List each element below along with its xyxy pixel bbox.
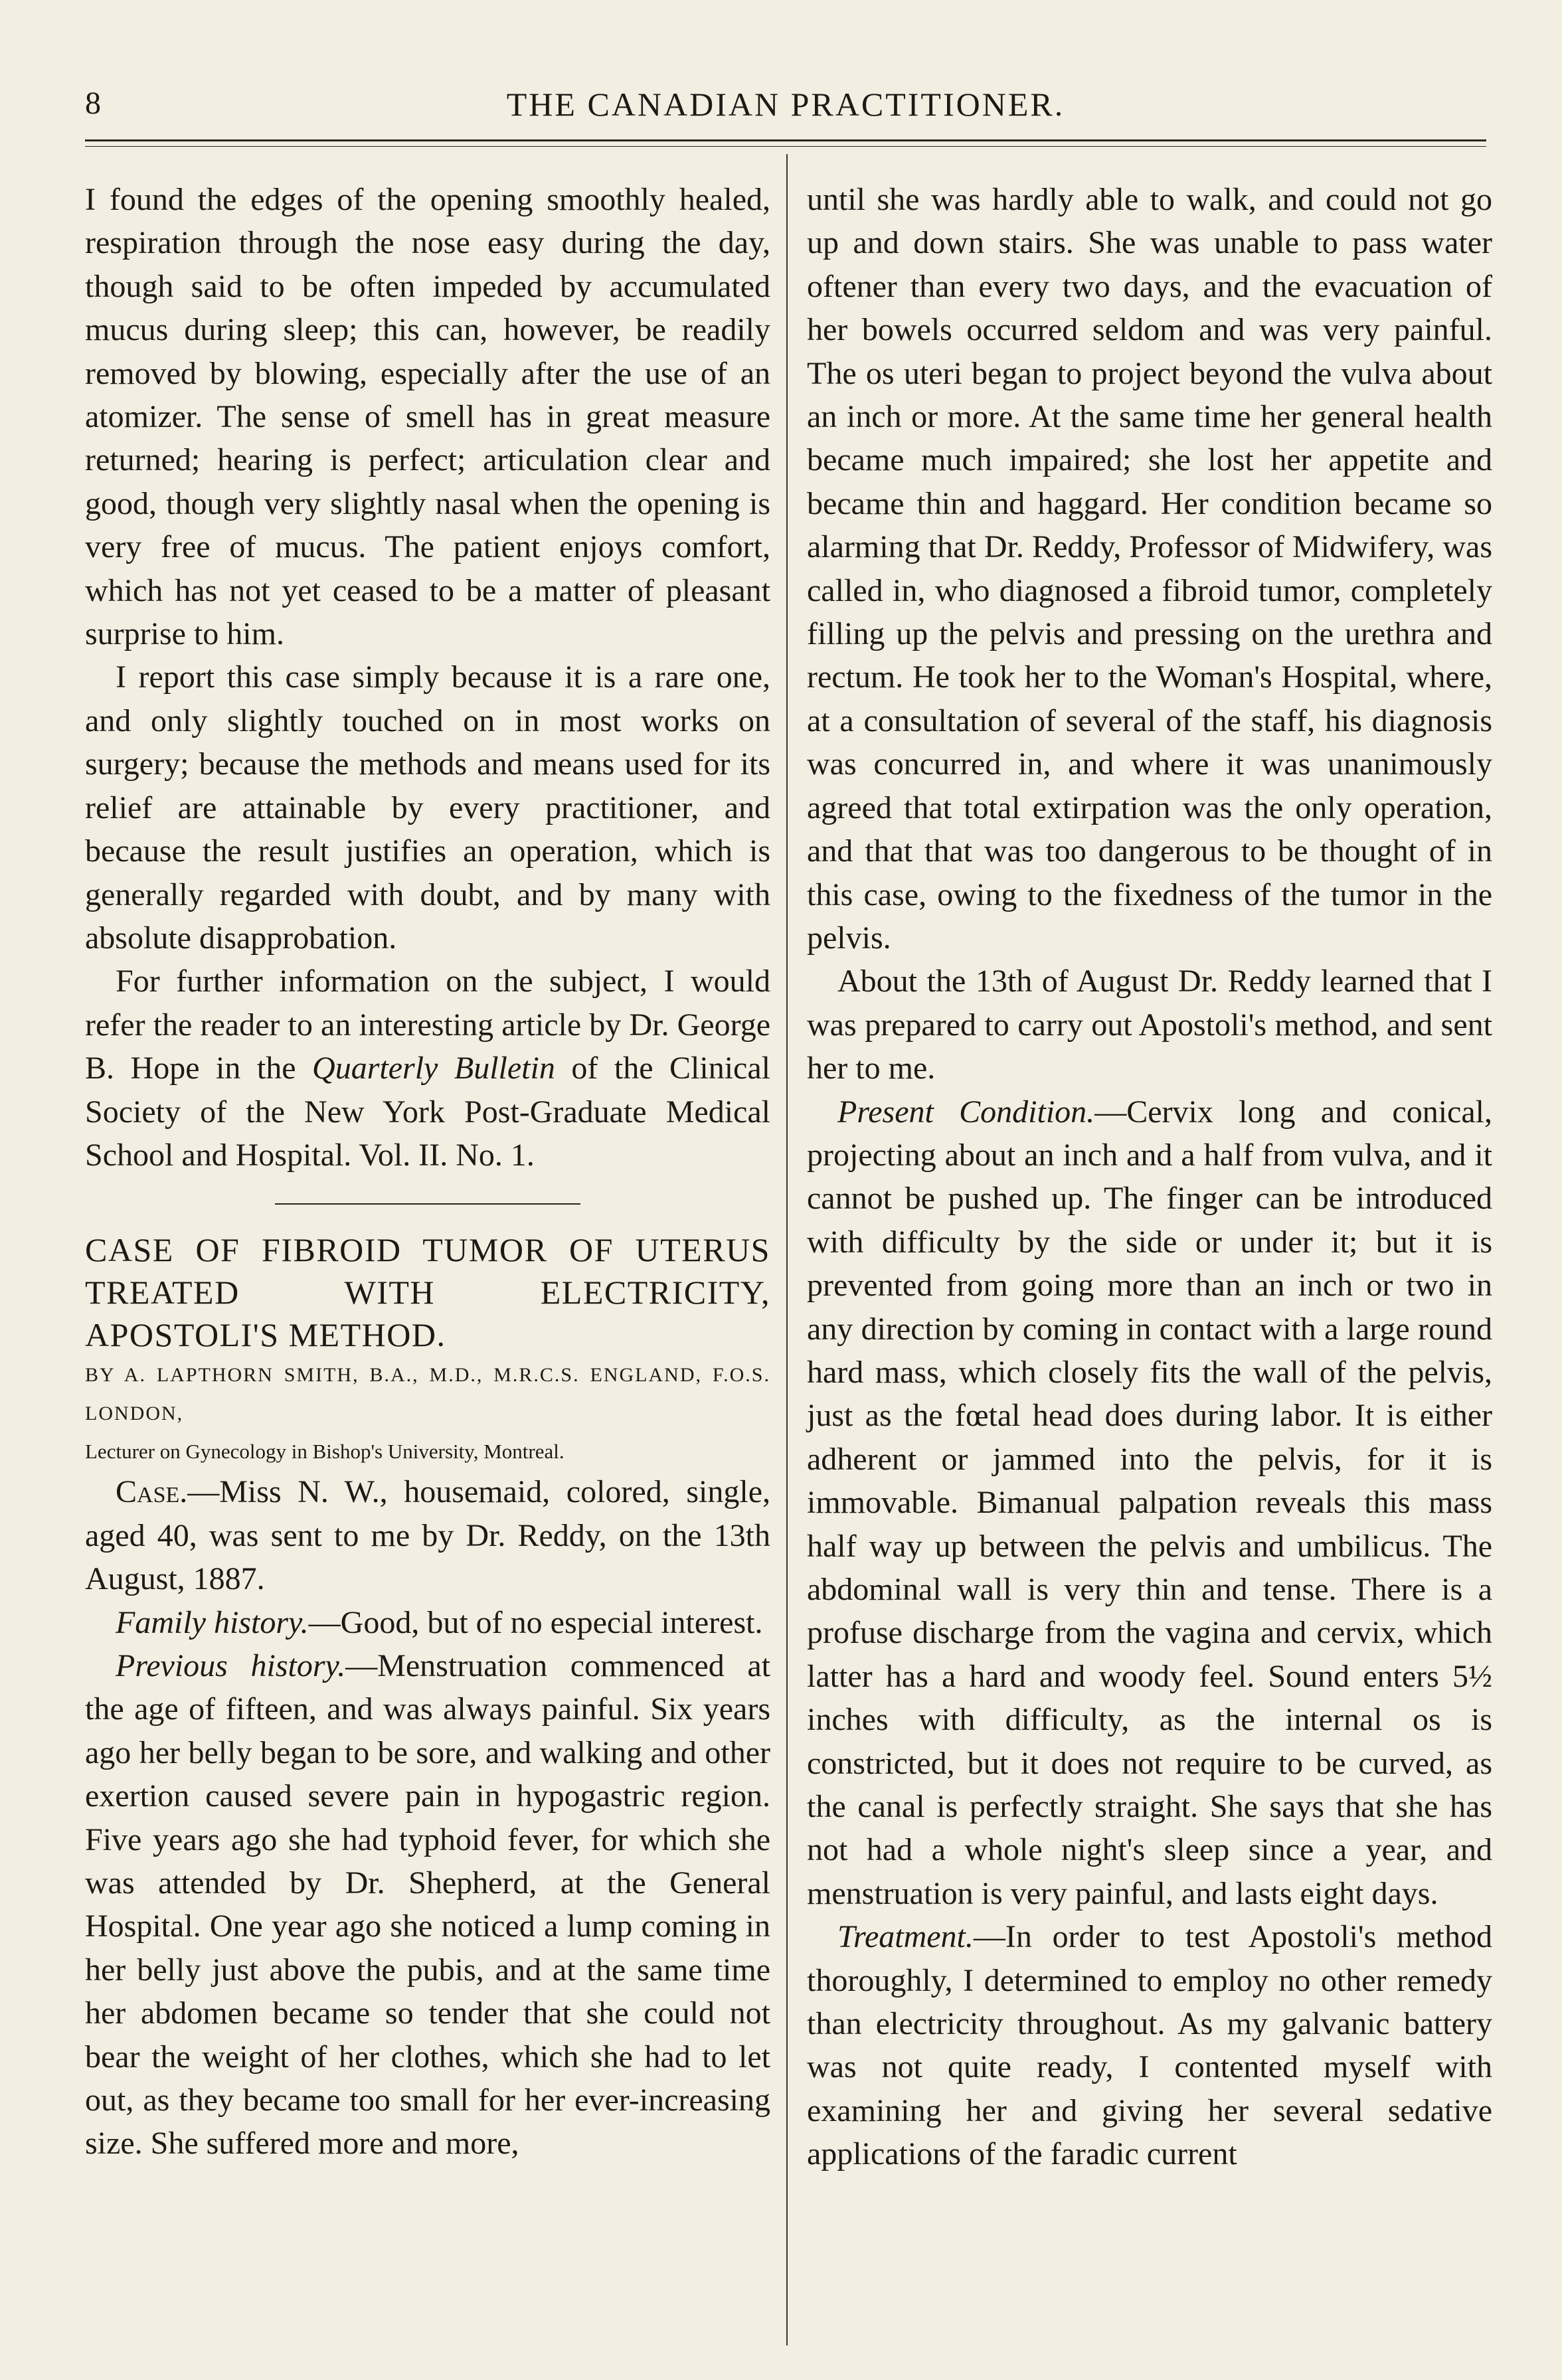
text-run: —Good, but of no especial interest. (308, 1604, 763, 1640)
right-column (807, 178, 1492, 2176)
paragraph (85, 1644, 770, 2166)
text-run: of the Clinical Society of the New York Post-Graduate Medical School and Hospital. Vol. II. No. 1. (85, 1051, 770, 1173)
author-byline: BY A. LAPTHORN SMITH, B.A., M.D., M.R.C.S. ENGLAND, F.O.S. LONDON, (85, 1364, 770, 1425)
text-run: —Cervix long and conical, projecting about an inch and a half from vulva, and it cannot be pushed up. The finger can be introduced with difficulty by the side or under it; but it is prevented from going more than an inch or two in any direction by coming in contact with a large round hard mass, which closely fits the wall of the pelvis, just as the fœtal head does during labor. It is either adherent or jammed into the pelvis, for it is immovable. Bimanual palpation reveals this mass half way up between the pelvis and umbilicus. The abdominal wall is very thin and tense. There is a profuse discharge from the vagina and cervix, which latter has a hard and woody feel. Sound enters 5½ inches with difficulty, as the internal os is constricted, but it does not require to be curved, as the canal is perfectly straight. She says that she has not had a whole night's sleep since a year, and menstruation is very painful, and lasts eight days. (807, 1094, 1492, 1911)
paragraph (85, 1601, 770, 1644)
paragraph (807, 1915, 1492, 2175)
family-history-label: Family history. (116, 1604, 309, 1640)
column-divider (786, 154, 788, 2345)
left-column (85, 178, 770, 2166)
paragraph: About the 13th of August Dr. Reddy learned that I was prepared to carry out Apostoli's method, and sent her to me. (807, 964, 1492, 1086)
author-affiliation: Lecturer on Gynecology in Bishop's University, Montreal. (85, 1440, 564, 1464)
header-rule (85, 139, 1486, 141)
present-condition-label: Present Condition. (837, 1094, 1095, 1130)
paragraph (807, 1090, 1492, 1916)
text-run: For further information on the subject, I would refer the reader to an interesting article by Dr. George B. Hope in the (85, 964, 770, 1086)
page-number: 8 (85, 86, 101, 121)
treatment-label: Treatment. (837, 1919, 974, 1955)
section-rule (275, 1203, 580, 1205)
paragraph: I found the edges of the opening smoothly healed, respiration through the nose easy during the day, though said to be often impeded by accumulated mucus during sleep; this can, however, be readily removed by blowing, especially after the use of an atomizer. The sense of smell has in great measure returned; hearing is perfect; articulation clear and good, though very slightly nasal when the opening is very free of mucus. The patient enjoys comfort, which has not yet ceased to be a matter of pleasant surprise to him. (85, 182, 770, 652)
header-rule-thin (85, 146, 1486, 147)
paragraph: I report this case simply because it is a rare one, and only slightly touched on in most works on surgery; because the methods and means used for its relief are attainable by every practitioner, and because the result justifies an operation, which is generally regarded with doubt, and by many with absolute disapprobation. (85, 659, 770, 956)
journal-name: Quarterly Bulletin (312, 1051, 555, 1086)
article-title: CASE OF FIBROID TUMOR OF UTERUS TREATED WITH ELECTRICITY, APOSTOLI'S METHOD. (85, 1231, 770, 1354)
journal-title: THE CANADIAN PRACTITIONER. (506, 86, 1065, 123)
page-header (85, 85, 1486, 131)
previous-history-label: Previous history. (116, 1648, 346, 1683)
text-run: —Miss N. W., housemaid, colored, single, aged 40, was sent to me by Dr. Reddy, on the 13th August, 1887. (85, 1474, 770, 1597)
text-run: —Menstruation commenced at the age of fifteen, and was always painful. Six years ago her belly began to be sore, and walking and other exertion caused severe pain in hypogastric region. Five years ago she had typhoid fever, for which she was attended by Dr. Shepherd, at the General Hospital. One year ago she noticed a lump coming in her belly just above the pubis, and at the same time her abdomen became so tender that she could not bear the weight of her clothes, which she had to let out, as they became too small for her ever-increasing size. She suffered more and more, (85, 1648, 770, 2162)
text-run: —In order to test Apostoli's method thoroughly, I determined to employ no other remedy than electricity throughout. As my galvanic battery was not quite ready, I contented myself with examining her and giving her several sedative applications of the faradic current (807, 1919, 1492, 2172)
case-label: Case. (116, 1474, 188, 1510)
paragraph (85, 960, 770, 1177)
paragraph: until she was hardly able to walk, and could not go up and down stairs. She was unable to pass water oftener than every two days, and the evacuation of her bowels occurred seldom and was very painful. The os uteri began to project beyond the vulva about an inch or more. At the same time her general health became much impaired; she lost her appetite and became thin and haggard. Her condition became so alarming that Dr. Reddy, Professor of Midwifery, was called in, who diagnosed a fibroid tumor, completely filling up the pelvis and pressing on the urethra and rectum. He took her to the Woman's Hospital, where, at a consultation of several of the staff, his diagnosis was concurred in, and where it was unanimously agreed that total extirpation was the only operation, and that that was too dangerous to be thought of in this case, owing to the fixedness of the tumor in the pelvis. (807, 182, 1492, 956)
paragraph (85, 1470, 770, 1600)
